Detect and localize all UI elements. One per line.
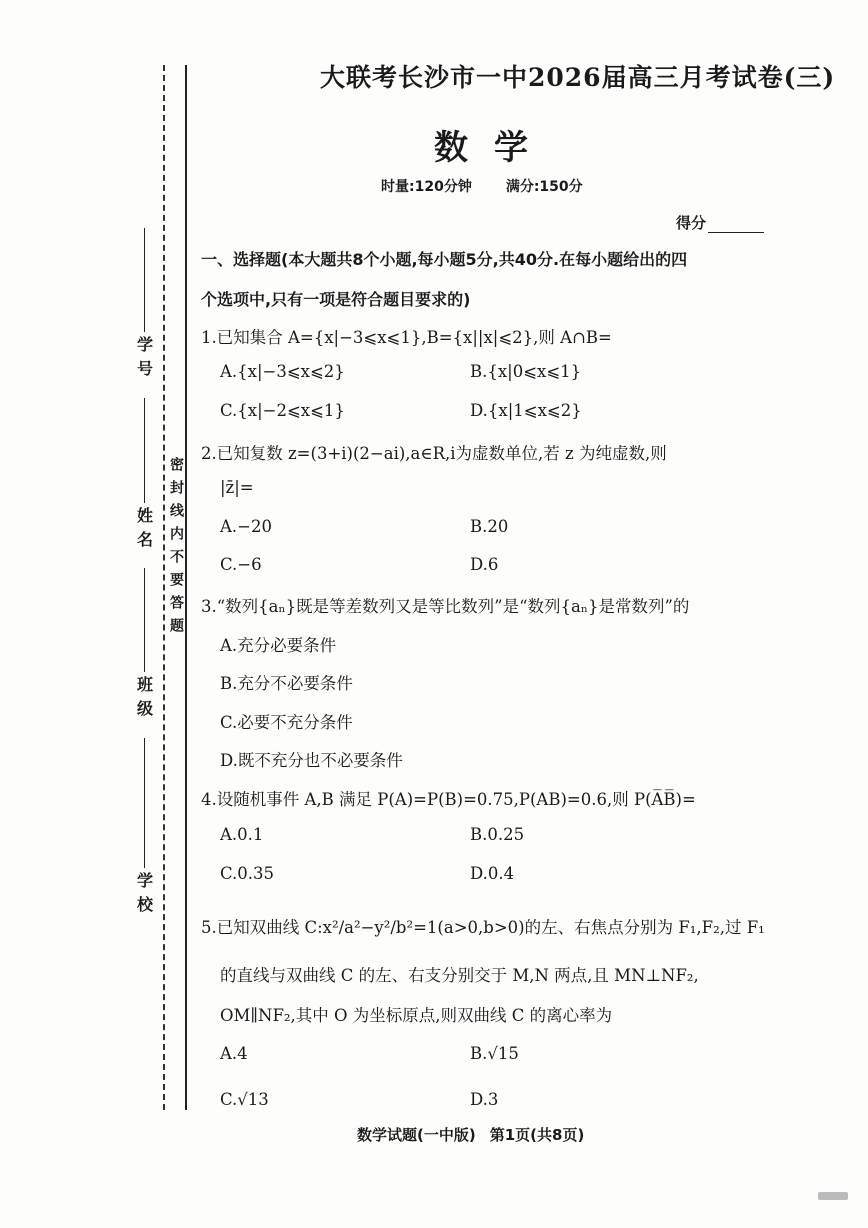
q3-option-d[interactable]: D.既不充分也不必要条件 xyxy=(220,751,403,770)
q5-option-d[interactable]: D.3 xyxy=(470,1090,499,1109)
subject-title: 数学 xyxy=(434,128,554,168)
field-line xyxy=(144,738,145,868)
seal-notice: 密封线内不要答题 xyxy=(168,457,184,641)
field-line xyxy=(144,398,145,503)
q2-option-d[interactable]: D.6 xyxy=(470,555,499,574)
field-label: 学校 xyxy=(134,872,154,920)
question-5-stem-cont: 的直线与双曲线 C 的左、右支分别交于 M,N 两点,且 MN⊥NF₂, xyxy=(220,966,699,985)
seal-dashed-line xyxy=(163,65,165,1110)
scanner-watermark-icon xyxy=(818,1192,848,1200)
question-5-stem-cont: OM∥NF₂,其中 O 为坐标原点,则双曲线 C 的离心率为 xyxy=(220,1006,613,1025)
q5-option-b[interactable]: B.√15 xyxy=(470,1044,519,1063)
q4-option-b[interactable]: B.0.25 xyxy=(470,825,525,844)
q2-option-a[interactable]: A.−20 xyxy=(220,517,272,536)
field-student-id[interactable] xyxy=(132,228,156,388)
score-label: 得分 xyxy=(676,214,707,232)
field-label: 姓名 xyxy=(134,507,154,555)
footer-page: 第1页(共8页) xyxy=(489,1126,585,1144)
exam-title: 大联考长沙市一中2026届高三月考试卷(三) xyxy=(320,63,836,92)
field-school[interactable] xyxy=(132,738,156,924)
exam-full-score: 满分:150分 xyxy=(505,179,583,195)
q2-option-b[interactable]: B.20 xyxy=(470,517,509,536)
question-1-stem: 1.已知集合 A={x|−3⩽x⩽1},B={x||x|⩽2},则 A∩B= xyxy=(201,328,612,347)
footer-paper: 数学试题(一中版) xyxy=(357,1126,476,1144)
field-label: 学号 xyxy=(134,336,154,384)
section-heading: 一、选择题(本大题共8个小题,每小题5分,共40分.在每小题给出的四 xyxy=(201,250,688,269)
question-4-stem: 4.设随机事件 A,B 满足 P(A)=P(B)=0.75,P(AB)=0.6,则 P(A̅B̅)= xyxy=(201,790,696,809)
score-blank[interactable] xyxy=(708,218,764,233)
q5-option-c[interactable]: C.√13 xyxy=(220,1090,269,1109)
question-2-stem-cont: |z̄|= xyxy=(220,478,254,497)
field-label: 班级 xyxy=(134,676,154,724)
q4-option-c[interactable]: C.0.35 xyxy=(220,864,275,883)
q2-option-c[interactable]: C.−6 xyxy=(220,555,262,574)
q4-option-a[interactable]: A.0.1 xyxy=(220,825,264,844)
q3-option-a[interactable]: A.充分必要条件 xyxy=(220,636,337,655)
q5-option-a[interactable]: A.4 xyxy=(220,1044,248,1063)
field-name[interactable] xyxy=(132,398,156,559)
question-2-stem: 2.已知复数 z=(3+i)(2−ai),a∈R,i为虚数单位,若 z 为纯虚数,则 xyxy=(201,444,667,463)
field-line xyxy=(144,568,145,672)
q1-option-d[interactable]: D.{x|1⩽x⩽2} xyxy=(470,401,582,420)
page-footer xyxy=(357,1124,598,1145)
exam-meta xyxy=(381,176,617,196)
question-5-stem: 5.已知双曲线 C:x²/a²−y²/b²=1(a>0,b>0)的左、右焦点分别为 F₁,F₂,过 F₁ xyxy=(201,918,765,937)
question-3-stem: 3.“数列{aₙ}既是等差数列又是等比数列”是“数列{aₙ}是常数列”的 xyxy=(201,597,690,616)
q4-option-d[interactable]: D.0.4 xyxy=(470,864,515,883)
q3-option-c[interactable]: C.必要不充分条件 xyxy=(220,713,353,732)
exam-time: 时量:120分钟 xyxy=(381,179,472,195)
q1-option-c[interactable]: C.{x|−2⩽x⩽1} xyxy=(220,401,345,420)
q1-option-a[interactable]: A.{x|−3⩽x⩽2} xyxy=(220,362,345,381)
q1-option-b[interactable]: B.{x|0⩽x⩽1} xyxy=(470,362,582,381)
q3-option-b[interactable]: B.充分不必要条件 xyxy=(220,674,353,693)
field-line xyxy=(144,228,145,332)
section-heading-cont: 个选项中,只有一项是符合题目要求的) xyxy=(201,290,471,309)
score-box[interactable] xyxy=(676,212,764,233)
field-class[interactable] xyxy=(132,568,156,728)
